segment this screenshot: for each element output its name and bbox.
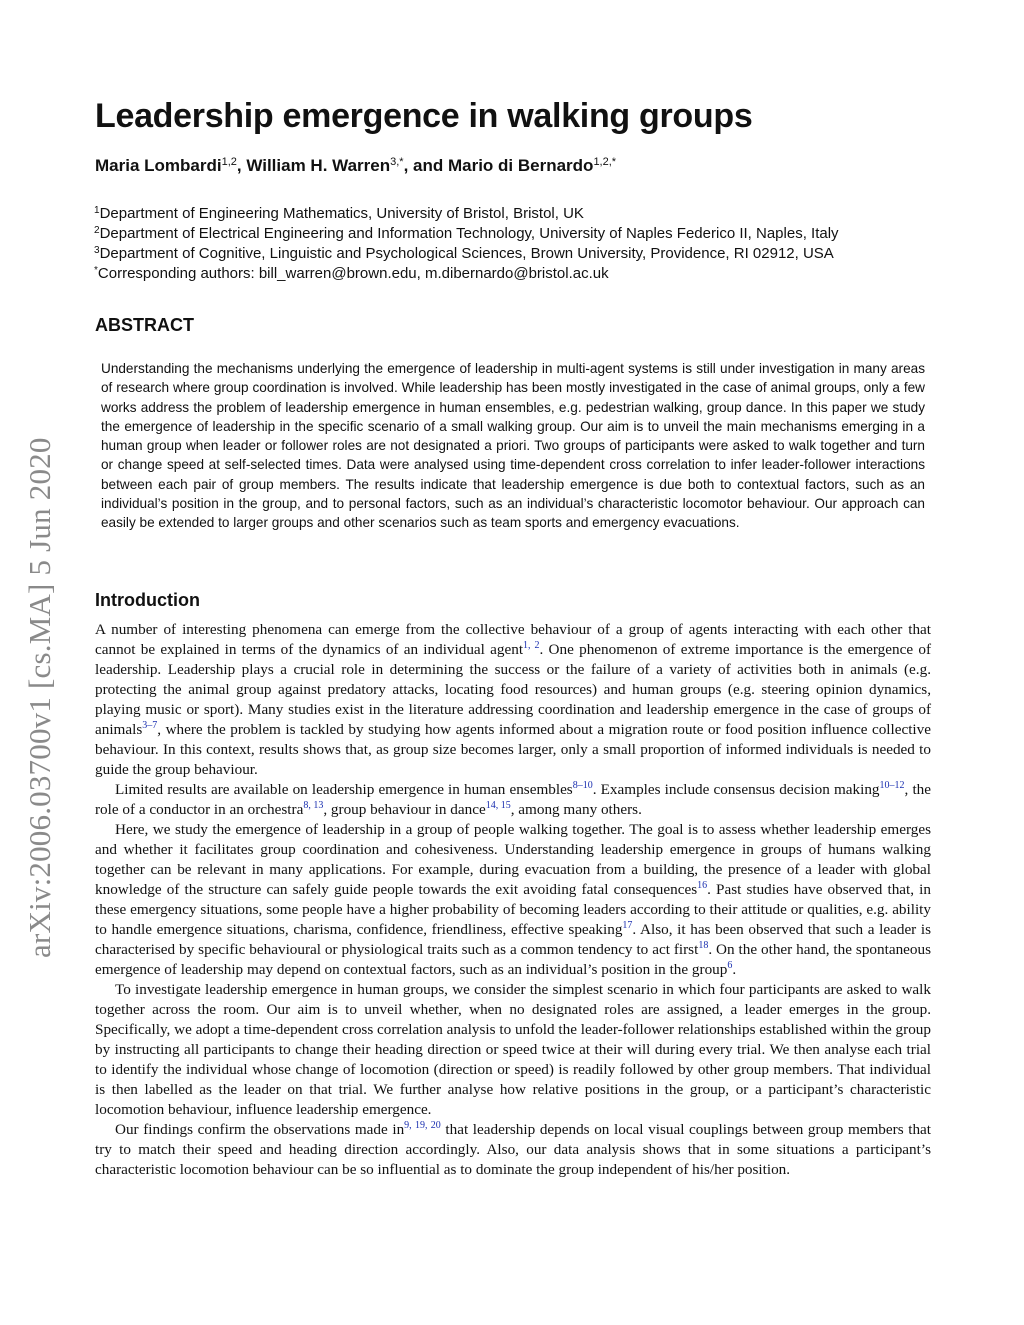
- affiliation-line: [94, 244, 954, 264]
- author-name: Mario di Bernardo: [447, 156, 594, 175]
- introduction-paragraph: [95, 980, 931, 1120]
- paragraph-text: . On the other hand, the spontaneous emergence of leadership may depend on contextual factors, such as an individual’s position in the group: [95, 941, 931, 978]
- citation-link[interactable]: 18: [698, 940, 709, 951]
- affiliation-line: [94, 264, 954, 284]
- paragraph-text: . One phenomenon of extreme importance is the emergence of leadership. Leadership plays a crucial role in determining the success or the failure of a variety of activities both in animals (e.g. protecting the animal group against predatory attacks, locating food resources) and human groups (e.g. steering opinion dynamics, playing music or sport). Many studies exist in the literature addressing coordination and leadership emergence in the case of groups of animals: [95, 641, 931, 738]
- paragraph-text: , where the problem is tackled by studying how agents informed about a migration route or food position influence collective behaviour. In this context, results shows that, as group size becomes larger, only a small proportion of informed individuals is needed to guide the group behaviour.: [95, 721, 931, 778]
- paragraph-text: , group behaviour in dance: [323, 801, 486, 818]
- author-name: William H. Warren: [246, 156, 391, 175]
- citation-link[interactable]: 16: [697, 880, 708, 891]
- citation-link[interactable]: 8–10: [572, 780, 593, 791]
- affiliation-mark: 3: [94, 245, 100, 256]
- citation-link[interactable]: 6: [727, 960, 733, 971]
- affiliation-text: Department of Cognitive, Linguistic and Psychological Sciences, Brown University, Providence, RI 02912, USA: [99, 245, 834, 262]
- affiliation-text: Department of Engineering Mathematics, University of Bristol, Bristol, UK: [99, 205, 584, 222]
- author-separator: , and: [403, 156, 448, 175]
- introduction-body: [95, 620, 931, 1180]
- author-affiliation-mark: 1,2: [221, 156, 237, 168]
- paragraph-text: Here, we study the emergence of leadership in a group of people walking together. The goal is to assess whether leadership emerges and whether it facilitates group coordination and cohesiveness. Understanding leadership emergence in groups of humans walking together can be relevant in many applications. For example, during evacuation from a building, the presence of a leader with global knowledge of the structure can safely guide people towards the exit avoiding fatal consequences: [95, 821, 931, 898]
- paragraph-text: . Examples include consensus decision making: [592, 781, 880, 798]
- paragraph-text: . Also, it has been observed that such a leader is characterised by specific behavioural or physiological traits such as a common tendency to act first: [95, 921, 932, 958]
- paragraph-text: Limited results are available on leadership emergence in human ensembles: [115, 781, 573, 798]
- affiliation-text: Department of Electrical Engineering and Information Technology, University of Naples Federico II, Naples, Italy: [99, 225, 839, 242]
- affiliation-text: Corresponding authors: bill_warren@brown.edu, m.dibernardo@bristol.ac.uk: [97, 265, 609, 282]
- paragraph-text: Our findings confirm the observations made in: [115, 1121, 405, 1138]
- affiliations: [94, 204, 954, 284]
- author-name: Maria Lombardi: [95, 156, 222, 175]
- citation-link[interactable]: 10–12: [879, 780, 905, 791]
- affiliation-mark: 1: [94, 205, 100, 216]
- introduction-paragraph: [95, 620, 931, 780]
- introduction-paragraph: [95, 1120, 931, 1180]
- paragraph-text: , the role of a conductor in an orchestra: [95, 781, 931, 818]
- paper-title: Leadership emergence in walking groups: [95, 97, 753, 135]
- citation-link[interactable]: 3–7: [142, 720, 158, 731]
- citation-link[interactable]: 9, 19, 20: [404, 1120, 441, 1131]
- author-affiliation-mark: 3,*: [390, 156, 404, 168]
- citation-link[interactable]: 14, 15: [485, 800, 511, 811]
- author-list: [95, 156, 616, 176]
- abstract-body: Understanding the mechanisms underlying the emergence of leadership in multi-agent systems is still under investigation in many areas of research where group coordination is involved. While leadership has been mostly investigated in the case of animal groups, only a few works address the problem of leadership emergence in human ensembles, e.g. pedestrian walking, group dance. In this paper we study the emergence of leadership in the specific scenario of a small walking group. Our aim is to unveil the main mechanisms emerging in a human group when leader or follower roles are not designated a priori. Two groups of participants were asked to walk together and turn or change speed at self-selected times. Data were analysed using time-dependent cross correlation to infer leader-follower interactions between each pair of group members. The results indicate that leadership emergence is due both to contextual factors, such as an individual’s position in the group, and to personal factors, such as an individual’s characteristic locomotor behaviour. Our approach can easily be extended to larger groups and other scenarios such as team sports and emergency evacuations.: [101, 361, 925, 531]
- introduction-paragraph: [95, 820, 931, 980]
- paragraph-text: that leadership depends on local visual couplings between group members that try to match their speed and heading direction accordingly. Also, our data analysis shows that in some situations a participant’s characteristic locomotion behaviour can be so influential as to dominate the group independent of his/her position.: [95, 1121, 931, 1178]
- citation-link[interactable]: 17: [622, 920, 633, 931]
- paragraph-text: To investigate leadership emergence in human groups, we consider the simplest scenario in which four participants are asked to walk together across the room. Our aim is to unveil whether, when no designated roles are assigned, a leader emerges in the group. Specifically, we adopt a time-dependent cross correlation analysis to unfold the leader-follower relationships established within the group by instructing all participants to change their heading direction or speed twice at their will during every trial. We then analyse each trial to identify the individual whose change of locomotion (direction or speed) is readily followed by other group members. That individual is then labelled as the leader on that trial. We further analyse how relative positions in the group, or a participant’s characteristic locomotion behaviour, influence leadership emergence.: [95, 981, 931, 1118]
- affiliation-line: [94, 204, 954, 224]
- paragraph-text: . Past studies have observed that, in these emergency situations, some people have a higher probability of becoming leaders according to their attitude or qualities, e.g. ability to handle emergence situations, charisma, confidence, friendliness, effective speaking: [95, 881, 931, 938]
- citation-link[interactable]: 1, 2: [523, 640, 540, 651]
- introduction-heading: Introduction: [95, 590, 200, 610]
- affiliation-line: [94, 224, 954, 244]
- abstract-heading: ABSTRACT: [95, 315, 194, 335]
- author-separator: ,: [236, 156, 247, 175]
- paragraph-text: .: [732, 961, 737, 978]
- citation-link[interactable]: 8, 13: [303, 800, 324, 811]
- affiliation-mark: *: [94, 265, 98, 276]
- paragraph-text: , among many others.: [510, 801, 642, 818]
- introduction-paragraph: [95, 780, 931, 820]
- author-affiliation-mark: 1,2,*: [593, 156, 617, 168]
- paragraph-text: A number of interesting phenomena can emerge from the collective behaviour of a group of agents interacting with each other that cannot be explained in terms of the dynamics of an individual agent: [95, 621, 931, 658]
- arxiv-stamp: arXiv:2006.03700v1 [cs.MA] 5 Jun 2020: [22, 437, 57, 958]
- affiliation-mark: 2: [94, 225, 100, 236]
